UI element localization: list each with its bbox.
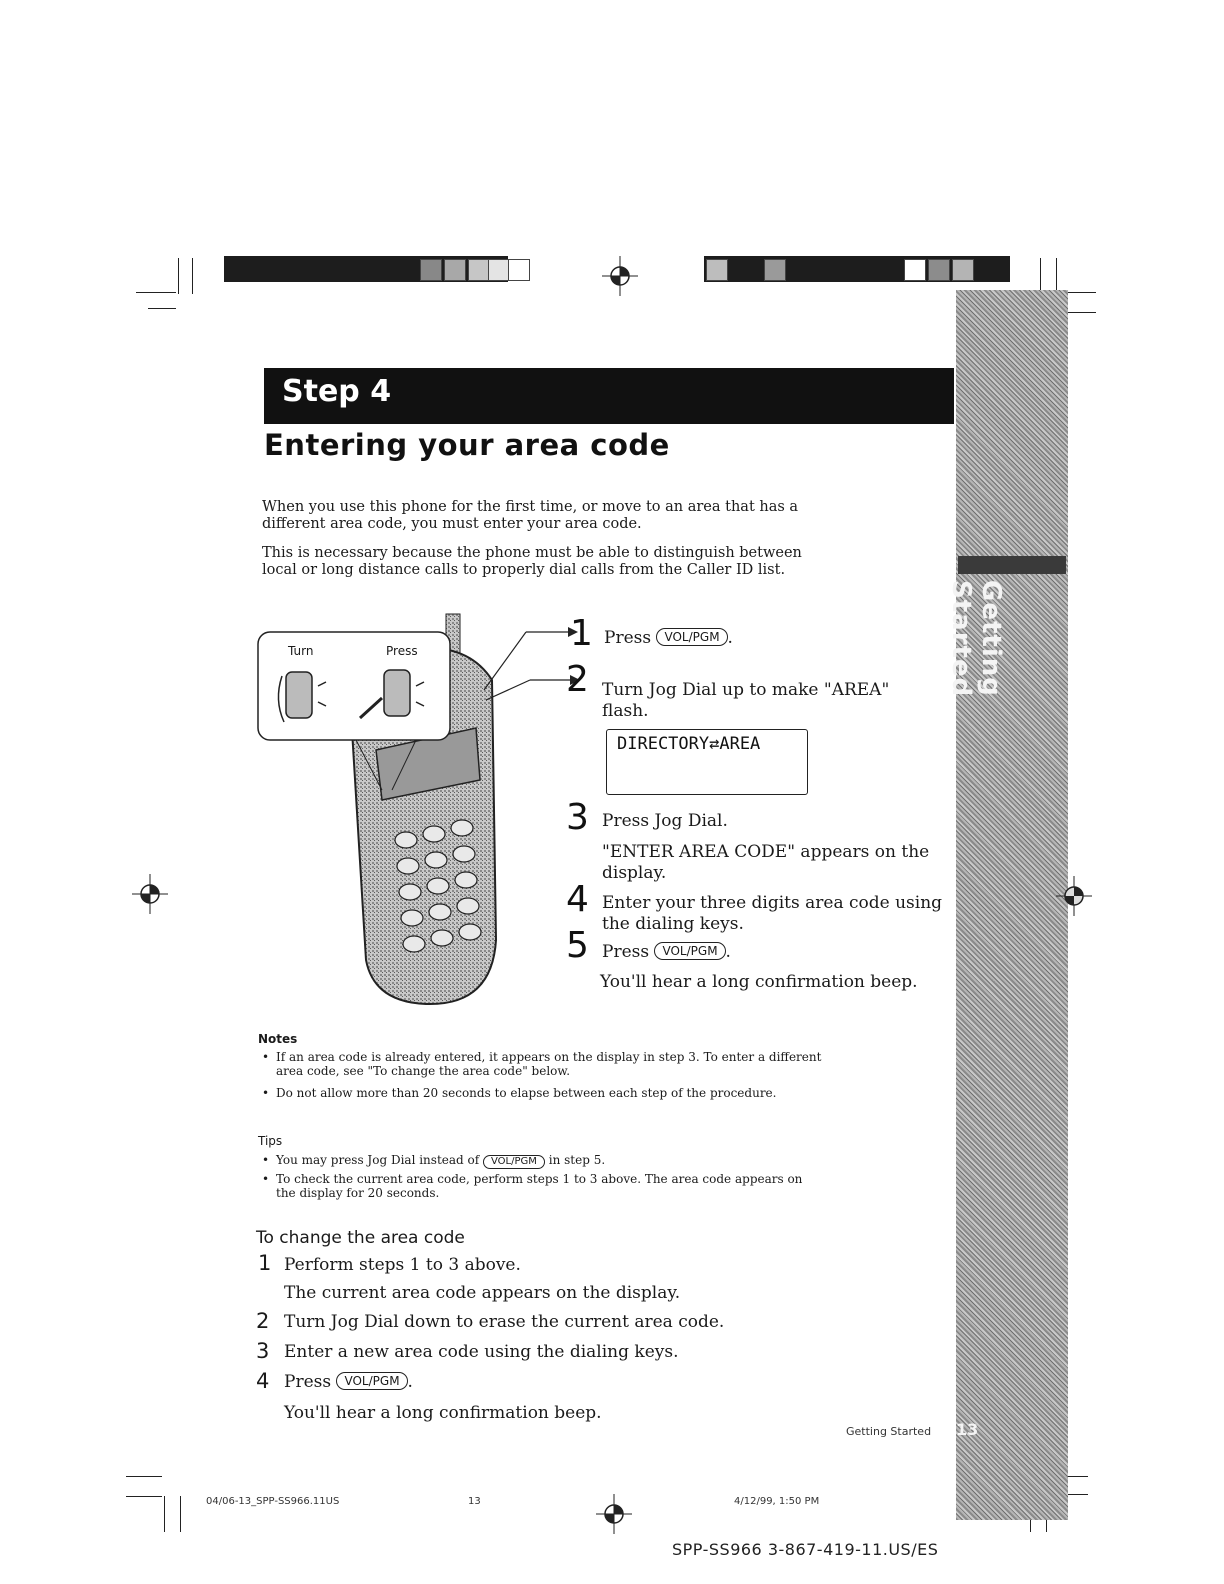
- step-number: 4: [256, 1369, 270, 1393]
- section-label: Getting Started: [846, 1425, 932, 1438]
- registration-square: [928, 259, 950, 281]
- tip-item: To check the current area code, perform steps 1 to 3 above. The area code appears on the display for 20 seconds.: [276, 1172, 803, 1200]
- step-number: 1: [258, 1251, 272, 1275]
- step-detail: You'll hear a long confirmation beep.: [600, 972, 918, 992]
- note-item: If an area code is already entered, it appears on the display in step 3. To enter a different area code, see "To change the area code" below.: [276, 1050, 822, 1078]
- registration-target-icon: [130, 874, 170, 914]
- bullet: •: [262, 1050, 270, 1064]
- step-text: [284, 1372, 413, 1393]
- step-detail: The current area code appears on the display.: [284, 1283, 681, 1303]
- crop-mark: [126, 1496, 162, 1497]
- tip-item: [276, 1153, 836, 1169]
- registration-square: [488, 259, 510, 281]
- page-number: 13: [956, 1420, 979, 1439]
- step-text: Enter a new area code using the dialing keys.: [284, 1342, 679, 1362]
- crop-mark: [136, 292, 176, 293]
- intro-paragraph: When you use this phone for the first time, or move to an area that has a different area code, you must enter your area code.: [262, 499, 799, 532]
- vol-pgm-button-label: VOL/PGM: [336, 1372, 407, 1390]
- registration-target-icon: [600, 256, 640, 296]
- step-number: 1: [570, 613, 593, 654]
- print-page-slug: 13: [468, 1496, 481, 1507]
- registration-square: [444, 259, 466, 281]
- step-text: [604, 628, 733, 649]
- model-code: SPP-SS966 3-867-419-11.US/ES: [672, 1540, 939, 1559]
- registration-square: [952, 259, 974, 281]
- step-number: 2: [566, 659, 589, 700]
- side-tab-label: Getting Started: [946, 580, 1006, 698]
- step-number: 2: [256, 1309, 270, 1333]
- step-text-post: .: [727, 628, 733, 648]
- step-number: 3: [566, 797, 589, 838]
- lcd-display: [606, 729, 808, 795]
- registration-target-icon: [594, 1494, 634, 1534]
- crop-mark: [1056, 258, 1057, 294]
- registration-square: [904, 259, 926, 281]
- step-text-pre: Press: [604, 628, 652, 648]
- side-tab: [946, 290, 1068, 1520]
- registration-square: [508, 259, 530, 281]
- step-number: 3: [256, 1339, 270, 1363]
- vol-pgm-button-label: VOL/PGM: [654, 942, 725, 960]
- lcd-display-text: DIRECTORY⇄AREA: [617, 734, 761, 754]
- crop-mark: [180, 1496, 181, 1532]
- step-text-post: .: [725, 942, 731, 962]
- phone-illustration: [256, 610, 596, 1010]
- tips-heading: Tips: [258, 1134, 283, 1148]
- registration-square: [706, 259, 728, 281]
- registration-square: [764, 259, 786, 281]
- tip-text: You may press Jog Dial instead of: [276, 1153, 480, 1167]
- step-detail: You'll hear a long confirmation beep.: [284, 1403, 602, 1423]
- section-heading: To change the area code: [256, 1228, 465, 1248]
- crop-mark: [164, 1496, 165, 1532]
- bullet: •: [262, 1153, 270, 1167]
- step-text: Turn Jog Dial down to erase the current area code.: [284, 1312, 725, 1332]
- crop-mark: [148, 308, 176, 309]
- registration-target-icon: [1054, 876, 1094, 916]
- crop-mark: [192, 258, 193, 294]
- page-title: Entering your area code: [264, 428, 670, 462]
- step-label: Step 4: [282, 374, 392, 409]
- notes-heading: Notes: [258, 1032, 298, 1046]
- note-item: Do not allow more than 20 seconds to elapse between each step of the procedure.: [276, 1086, 777, 1100]
- step-text: Perform steps 1 to 3 above.: [284, 1255, 521, 1275]
- step-text: [602, 942, 731, 963]
- vol-pgm-button-label: VOL/PGM: [483, 1155, 545, 1169]
- step-number: 5: [566, 925, 589, 966]
- print-date-slug: 4/12/99, 1:50 PM: [734, 1496, 820, 1507]
- turn-label: Turn: [288, 644, 314, 658]
- bullet: •: [262, 1086, 270, 1100]
- step-text: Press Jog Dial.: [602, 811, 728, 831]
- side-tab-marker: [958, 556, 1066, 574]
- vol-pgm-button-label: VOL/PGM: [656, 628, 727, 646]
- step-text: Enter your three digits area code using the dialing keys.: [602, 893, 943, 934]
- crop-mark: [178, 258, 179, 294]
- crop-mark: [1040, 258, 1041, 294]
- step-text-pre: Press: [602, 942, 650, 962]
- step-detail: "ENTER AREA CODE" appears on the display.: [602, 842, 930, 883]
- registration-square: [468, 259, 490, 281]
- step-text-post: .: [407, 1372, 413, 1392]
- step-text: Turn Jog Dial up to make "AREA" flash.: [602, 680, 890, 721]
- tip-text: in step 5.: [548, 1153, 606, 1167]
- step-text-pre: Press: [284, 1372, 332, 1392]
- print-file-slug: 04/06-13_SPP-SS966.11US: [206, 1496, 340, 1507]
- press-label: Press: [386, 644, 418, 658]
- intro-paragraph: This is necessary because the phone must be able to distinguish between local or long distance calls to properly dial calls from the Caller ID list.: [262, 545, 802, 578]
- step-number: 4: [566, 879, 589, 920]
- crop-mark: [126, 1476, 162, 1477]
- bullet: •: [262, 1172, 270, 1186]
- registration-square: [420, 259, 442, 281]
